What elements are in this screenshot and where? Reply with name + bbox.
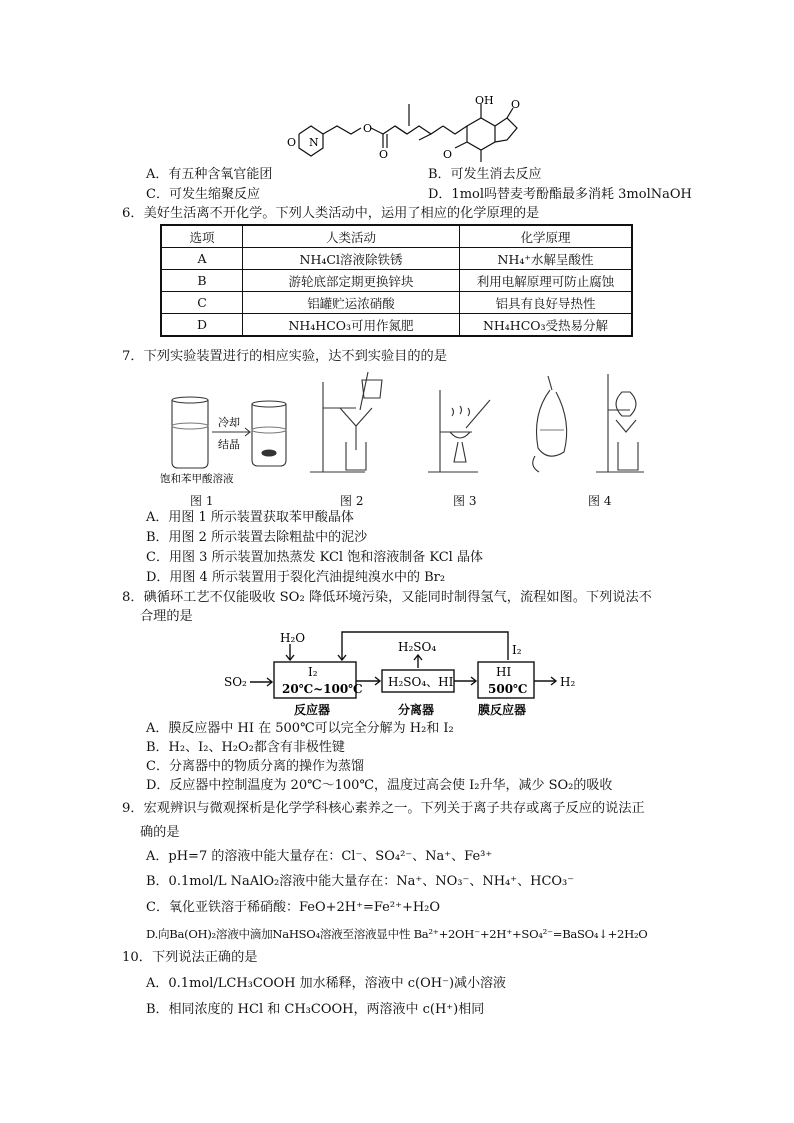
table-cell: NH₄⁺水解呈酸性 <box>460 248 633 270</box>
table-cell: 利用电解原理可防止腐蚀 <box>460 270 633 292</box>
table-header: 化学原理 <box>460 225 633 248</box>
q7-option-b: B．用图 2 所示装置去除粗盐中的泥沙 <box>146 530 368 545</box>
table-cell: NH₄HCO₃可用作氮肥 <box>243 314 460 337</box>
table-cell: NH₄Cl溶液除铁锈 <box>243 248 460 270</box>
q7-option-d: D．用图 4 所示装置用于裂化汽油提纯溴水中的 Br₂ <box>146 570 446 585</box>
q7-option-c: C．用图 3 所示装置加热蒸发 KCl 饱和溶液制备 KCl 晶体 <box>146 550 483 565</box>
table-cell: A <box>161 248 243 270</box>
q8-option-d: D．反应器中控制温度为 20℃～100℃，温度过高会使 I₂升华，减少 SO₂的吸收 <box>146 778 613 793</box>
q8-stem-line2: 合理的是 <box>140 609 193 624</box>
flow-label-reactor: 反应器 <box>294 703 331 717</box>
table-header: 选项 <box>161 225 243 248</box>
q9-option-c: C．氧化亚铁溶于稀硝酸：FeO+2H⁺=Fe²⁺+H₂O <box>146 900 441 915</box>
fig1-caption: 图 1 <box>190 494 214 508</box>
fig1-solution-label: 饱和苯甲酸溶液 <box>160 473 234 485</box>
flow-box3-bottom: 500℃ <box>488 682 528 696</box>
fig1-arrow-bottom-label: 结晶 <box>218 438 240 451</box>
table-row <box>161 292 632 314</box>
table-cell: 游轮底部定期更换锌块 <box>243 270 460 292</box>
q8-option-c: C．分离器中的物质分离的操作为蒸馏 <box>146 759 364 774</box>
flow-i2: I₂ <box>512 643 522 657</box>
table-cell: B <box>161 270 243 292</box>
flow-box2: H₂SO₄、HI <box>388 675 454 689</box>
flow-box3-top: HI <box>496 665 512 679</box>
flow-h2o: H₂O <box>280 631 306 645</box>
fig4-caption: 图 4 <box>588 494 612 508</box>
q5-option-d: D．1mol吗替麦考酚酯最多消耗 3molNaOH <box>428 187 692 202</box>
fig3-caption: 图 3 <box>453 494 477 508</box>
q7-apparatus-figures <box>160 370 660 488</box>
fig1-arrow-top-label: 冷却 <box>218 416 240 429</box>
q5-option-a: A．有五种含氧官能团 <box>146 167 273 182</box>
table-header-row <box>161 225 632 248</box>
q7-stem: 7．下列实验装置进行的相应实验，达不到实验目的的是 <box>122 349 447 364</box>
q8-option-b: B．H₂、I₂、H₂O₂都含有非极性键 <box>146 740 345 755</box>
flow-box1-bottom: 20℃~100℃ <box>282 682 363 696</box>
q7-option-a: A．用图 1 所示装置获取苯甲酸晶体 <box>146 510 354 525</box>
flow-label-membrane-reactor: 膜反应器 <box>478 703 527 717</box>
table-header: 人类活动 <box>243 225 460 248</box>
q9-stem-line2: 确的是 <box>140 825 180 840</box>
q6-stem: 6．美好生活离不开化学。下列人类活动中，运用了相应的化学原理的是 <box>122 206 540 221</box>
table-cell: NH₄HCO₃受热易分解 <box>460 314 633 337</box>
o-atom-ester: O <box>363 122 373 135</box>
q5-option-c: C．可发生缩聚反应 <box>146 187 260 202</box>
flow-label-separator: 分离器 <box>398 703 435 717</box>
fig2-caption: 图 2 <box>340 494 364 508</box>
q9-option-a: A．pH=7 的溶液中能大量存在：Cl⁻、SO₄²⁻、Na⁺、Fe³⁺ <box>146 849 493 864</box>
table-cell: 铝具有良好导热性 <box>460 292 633 314</box>
table-cell: D <box>161 314 243 337</box>
flow-h2so4: H₂SO₄ <box>398 640 437 654</box>
o-atom-lactone: O <box>511 98 521 111</box>
q8-option-a: A．膜反应器中 HI 在 500℃可以完全分解为 H₂和 I₂ <box>146 721 454 736</box>
q10-stem: 10．下列说法正确的是 <box>122 950 258 965</box>
flow-box1-top: I₂ <box>308 665 318 679</box>
table-row <box>161 248 632 270</box>
flow-h2: H₂ <box>560 675 576 689</box>
q9-stem-line1: 9．宏观辨识与微观探析是化学学科核心素养之一。下列关于离子共存或离子反应的说法正 <box>122 801 645 816</box>
n-atom: N <box>309 136 319 149</box>
table-cell: 铝罐贮运浓硝酸 <box>243 292 460 314</box>
q9-option-b: B．0.1mol/L NaAlO₂溶液中能大量存在：Na⁺、NO₃⁻、NH₄⁺、HCO₃⁻ <box>146 874 575 889</box>
o-atom-methoxy: O <box>443 148 453 161</box>
q6-table <box>160 224 633 337</box>
q10-option-a: A．0.1mol/LCH₃COOH 加水稀释，溶液中 c(OH⁻)减小溶液 <box>146 976 507 991</box>
q5-option-b: B．可发生消去反应 <box>428 167 542 182</box>
flow-so2: SO₂ <box>224 675 247 689</box>
o-atom-ring: O <box>287 136 297 149</box>
o-atom-carbonyl: O <box>379 148 389 161</box>
q10-option-b: B．相同浓度的 HCl 和 CH₃COOH，两溶液中 c(H⁺)相同 <box>146 1002 485 1017</box>
q9-option-d: D.向Ba(OH)₂溶液中滴加NaHSO₄溶液至溶液显中性 Ba²⁺+2OH⁻+2H⁺+SO₄²⁻=BaSO₄↓+2H₂O <box>146 927 648 941</box>
q8-stem-line1: 8．碘循环工艺不仅能吸收 SO₂ 降低环境污染，又能同时制得氢气，流程如图。下列说法不 <box>122 590 652 605</box>
table-cell: C <box>161 292 243 314</box>
table-row <box>161 314 632 337</box>
table-row <box>161 270 632 292</box>
q8-flow-diagram <box>222 624 582 720</box>
oh-group: OH <box>475 96 494 107</box>
